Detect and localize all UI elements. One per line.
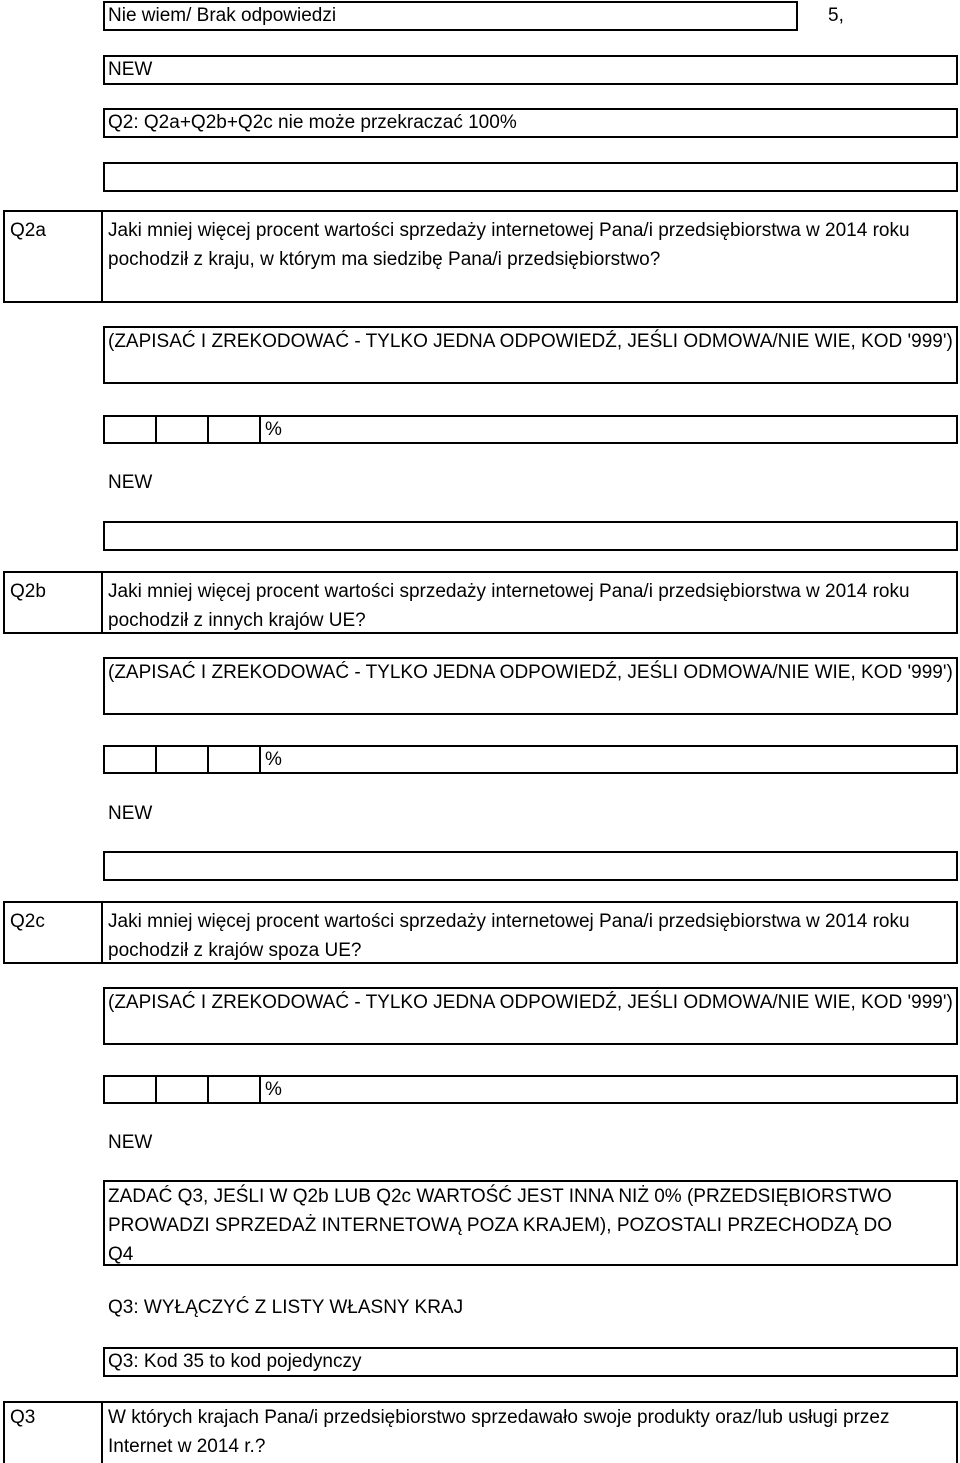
digit-box[interactable] xyxy=(103,415,157,444)
instruction-text: (ZAPISAĆ I ZREKODOWAĆ - TYLKO JEDNA ODPOWIEDŹ, JEŚLI ODMOWA/NIE WIE, KOD '999') xyxy=(108,992,953,1013)
digit-box[interactable] xyxy=(207,1075,261,1104)
question-divider xyxy=(101,210,103,303)
percent-box xyxy=(259,415,958,444)
no-answer-code: 5, xyxy=(828,5,844,26)
digit-box[interactable] xyxy=(103,1075,157,1104)
digit-box[interactable] xyxy=(207,745,261,774)
empty-row xyxy=(103,851,958,881)
percent-box xyxy=(259,745,958,774)
percent-sign: % xyxy=(265,749,282,770)
question-text: Jaki mniej więcej procent wartości sprzedaży internetowej Pana/i przedsiębiorstwa w 2014 roku pochodził z innych krajów UE? xyxy=(108,581,910,631)
instruction-text: (ZAPISAĆ I ZREKODOWAĆ - TYLKO JEDNA ODPOWIEDŹ, JEŚLI ODMOWA/NIE WIE, KOD '999') xyxy=(108,662,953,683)
no-answer-label: Nie wiem/ Brak odpowiedzi xyxy=(108,5,337,26)
exclude-note: Q3: WYŁĄCZYĆ Z LISTY WŁASNY KRAJ xyxy=(108,1297,464,1318)
question-divider xyxy=(101,901,103,964)
question-code: Q2b xyxy=(10,581,46,602)
question-divider xyxy=(101,1401,103,1463)
new-label: NEW xyxy=(108,59,153,80)
question-text: Jaki mniej więcej procent wartości sprzedaży internetowej Pana/i przedsiębiorstwa w 2014 roku pochodził z kraju, w którym ma siedzibę Pana/i przedsiębiorstwo? xyxy=(108,220,910,270)
empty-row xyxy=(103,521,958,551)
question-code: Q2c xyxy=(10,911,45,932)
routing-filter-text: ZADAĆ Q3, JEŚLI W Q2b LUB Q2c WARTOŚĆ JEST INNA NIŻ 0% (PRZEDSIĘBIORSTWO PROWADZI SPRZEDAŻ INTERNETOWĄ POZA KRAJEM), POZOSTALI PRZECHODZĄ DO Q4 xyxy=(108,1186,892,1265)
empty-row xyxy=(103,162,958,192)
new-label: NEW xyxy=(108,1132,153,1153)
question-text: Jaki mniej więcej procent wartości sprzedaży internetowej Pana/i przedsiębiorstwa w 2014 roku pochodził z krajów spoza UE? xyxy=(108,911,910,961)
question-text: W których krajach Pana/i przedsiębiorstwo sprzedawało swoje produkty oraz/lub usługi przez Internet w 2014 r.? xyxy=(108,1407,890,1457)
question-code: Q2a xyxy=(10,220,46,241)
digit-box[interactable] xyxy=(155,745,209,774)
new-label: NEW xyxy=(108,472,153,493)
digit-box[interactable] xyxy=(103,745,157,774)
digit-box[interactable] xyxy=(207,415,261,444)
question-divider xyxy=(101,571,103,634)
constraint-text: Q2: Q2a+Q2b+Q2c nie może przekraczać 100% xyxy=(108,112,517,133)
new-row xyxy=(103,55,958,85)
percent-sign: % xyxy=(265,419,282,440)
digit-box[interactable] xyxy=(155,415,209,444)
new-label: NEW xyxy=(108,803,153,824)
percent-sign: % xyxy=(265,1079,282,1100)
single-code-note: Q3: Kod 35 to kod pojedynczy xyxy=(108,1351,362,1372)
question-code: Q3 xyxy=(10,1407,36,1428)
instruction-text: (ZAPISAĆ I ZREKODOWAĆ - TYLKO JEDNA ODPOWIEDŹ, JEŚLI ODMOWA/NIE WIE, KOD '999') xyxy=(108,331,953,352)
percent-box xyxy=(259,1075,958,1104)
digit-box[interactable] xyxy=(155,1075,209,1104)
